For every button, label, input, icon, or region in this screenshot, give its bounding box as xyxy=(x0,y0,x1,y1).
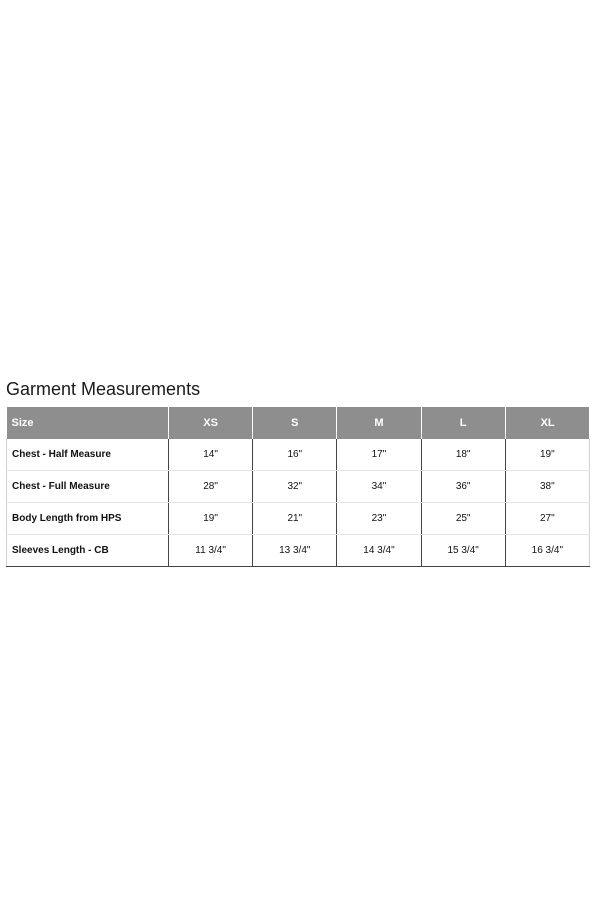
table-cell: 16 3/4" xyxy=(505,535,589,567)
table-cell: 17" xyxy=(337,439,421,471)
table-cell: 23" xyxy=(337,503,421,535)
page-title: Garment Measurements xyxy=(6,379,201,399)
table-cell: 27" xyxy=(505,503,589,535)
header-size-label: Size xyxy=(7,407,169,439)
row-label-sleeves-length: Sleeves Length - CB xyxy=(7,535,169,567)
row-label-chest-half: Chest - Half Measure xyxy=(7,439,169,471)
header-size-s: S xyxy=(253,407,337,439)
table-cell: 13 3/4" xyxy=(253,535,337,567)
table-row xyxy=(7,471,590,503)
table-cell: 19" xyxy=(169,503,253,535)
table-cell: 14 3/4" xyxy=(337,535,421,567)
table-cell: 32" xyxy=(253,471,337,503)
table-cell: 34" xyxy=(337,471,421,503)
header-size-xs: XS xyxy=(169,407,253,439)
table-cell: 21" xyxy=(253,503,337,535)
table-cell: 25" xyxy=(421,503,505,535)
row-label-chest-full: Chest - Full Measure xyxy=(7,471,169,503)
table-cell: 15 3/4" xyxy=(421,535,505,567)
table-cell: 19" xyxy=(505,439,589,471)
table-cell: 14" xyxy=(169,439,253,471)
table-cell: 38" xyxy=(505,471,589,503)
table-cell: 16" xyxy=(253,439,337,471)
table-row xyxy=(7,535,590,567)
table-cell: 28" xyxy=(169,471,253,503)
table-cell: 18" xyxy=(421,439,505,471)
measurements-table xyxy=(6,407,590,567)
header-size-m: M xyxy=(337,407,421,439)
table-cell: 11 3/4" xyxy=(169,535,253,567)
row-label-body-length: Body Length from HPS xyxy=(7,503,169,535)
table-row xyxy=(7,439,590,471)
header-size-xl: XL xyxy=(505,407,589,439)
header-size-l: L xyxy=(421,407,505,439)
table-header-row xyxy=(7,407,590,439)
table-cell: 36" xyxy=(421,471,505,503)
table-row xyxy=(7,503,590,535)
